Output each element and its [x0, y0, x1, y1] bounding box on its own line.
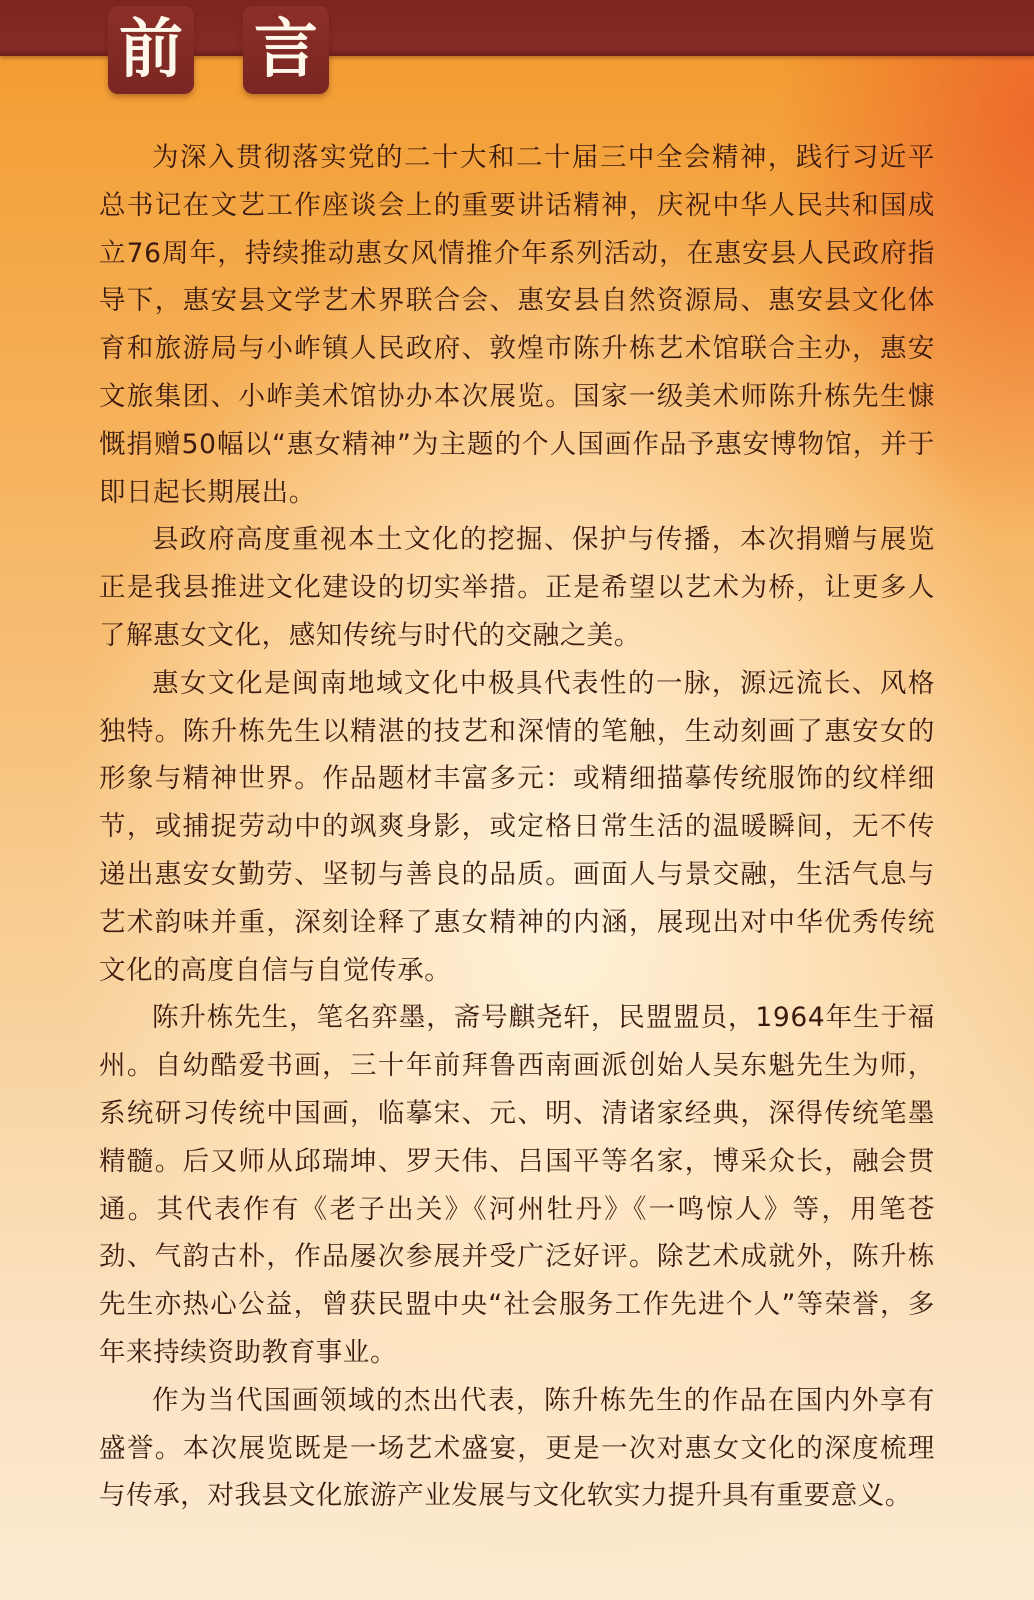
paragraph-1: 为深入贯彻落实党的二十大和二十届三中全会精神，践行习近平总书记在文艺工作座谈会上的重要讲话精神，庆祝中华人民共和国成立76周年，持续推动惠女风情推介年系列活动，在惠安县人民政府指导下，惠安县文学艺术界联合会、惠安县自然资源局、惠安县文化体育和旅游局与小岞镇人民政府、敦煌市陈升栋艺术馆联合主办，惠安文旅集团、小岞美术馆协办本次展览。国家一级美术师陈升栋先生慷慨捐赠50幅以“惠女精神”为主题的个人国画作品予惠安博物馆，并于即日起长期展出。 [99, 142, 935, 508]
title-char-2: 言 [254, 12, 318, 87]
paragraph-3: 惠女文化是闽南地域文化中极具代表性的一脉，源远流长、风格独特。陈升栋先生以精湛的技艺和深情的笔触，生动刻画了惠安女的形象与精神世界。作品题材丰富多元：或精细描摹传统服饰的纹样细节，或捕捉劳动中的飒爽身影，或定格日常生活的温暖瞬间，无不传递出惠安女勤劳、坚韧与善良的品质。画面人与景交融，生活气息与艺术韵味并重，深刻诠释了惠女精神的内涵，展现出对中华优秀传统文化的高度自信与自觉传承。 [99, 667, 935, 986]
title-char-tile-2 [243, 6, 329, 94]
title-char-1: 前 [119, 12, 183, 87]
paragraph-4: 陈升栋先生，笔名弈墨，斋号麒尧轩，民盟盟员，1964年生于福州。自幼酷爱书画，三十年前拜鲁西南画派创始人吴东魁先生为师，系统研习传统中国画，临摹宋、元、明、清诸家经典，深得传统笔墨精髓。后又师从邱瑞坤、罗天伟、吕国平等名家，博采众长，融会贯通。其代表作有《老子出关》《河州牡丹》《一鸣惊人》等，用笔苍劲、气韵古朴，作品屡次参展并受广泛好评。除艺术成就外，陈升栋先生亦热心公益，曾获民盟中央“社会服务工作先进个人”等荣誉，多年来持续资助教育事业。 [99, 1002, 935, 1368]
preface-body [99, 134, 935, 1520]
title-char-tile-1 [108, 6, 194, 94]
paragraph-2: 县政府高度重视本土文化的挖掘、保护与传播，本次捐赠与展览正是我县推进文化建设的切实举措。正是希望以艺术为桥，让更多人了解惠女文化，感知传统与时代的交融之美。 [99, 524, 935, 651]
paragraph-5: 作为当代国画领域的杰出代表，陈升栋先生的作品在国内外享有盛誉。本次展览既是一场艺术盛宴，更是一次对惠女文化的深度梳理与传承，对我县文化旅游产业发展与文化软实力提升具有重要意义。 [99, 1384, 935, 1512]
